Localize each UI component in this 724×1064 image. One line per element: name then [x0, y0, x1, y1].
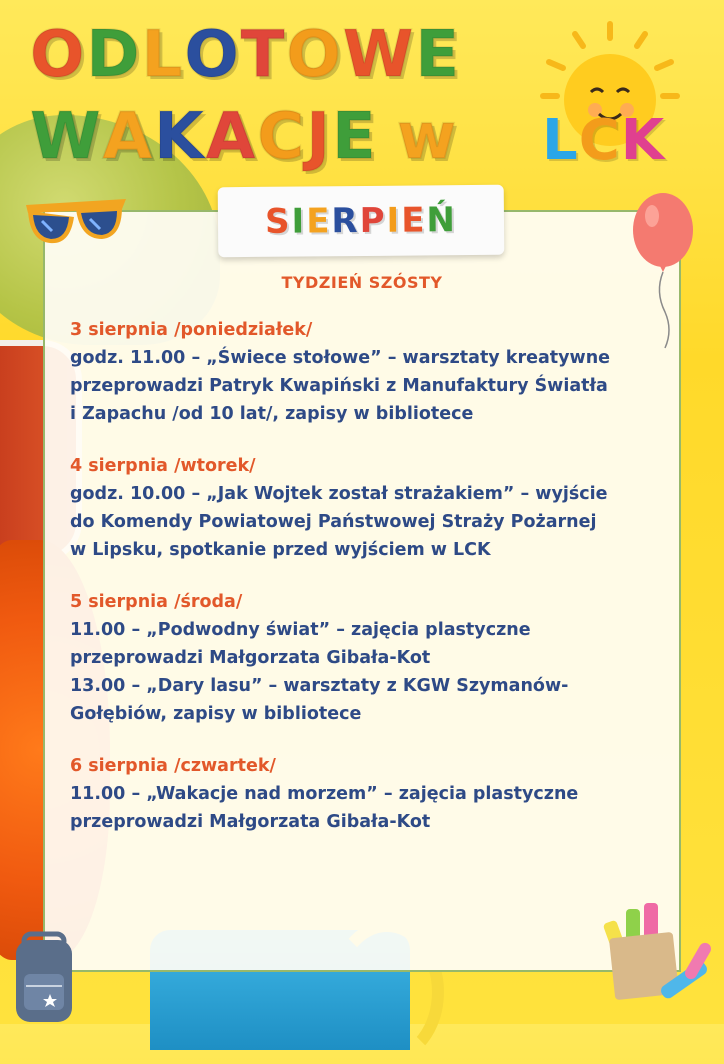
title-letter: W — [30, 100, 103, 174]
title-letter: W — [342, 18, 416, 92]
month-banner — [218, 185, 505, 257]
event-text: 13.00 – „Dary lasu” – warsztaty z KGW Szymanów- — [70, 676, 569, 696]
title-letter: L — [542, 108, 579, 173]
title-letter: E — [415, 18, 462, 92]
event-text: w Lipsku, spotkanie przed wyjściem w LCK — [70, 540, 491, 560]
title-letter: D — [86, 18, 142, 92]
day-entry — [70, 316, 660, 428]
day-heading: 3 sierpnia /poniedziałek/ — [70, 320, 313, 340]
title-letter: O — [184, 18, 241, 92]
title-letter: S — [264, 201, 292, 242]
chalk-icon — [598, 895, 718, 1015]
title-letter: E — [306, 201, 332, 242]
title-letter: L — [141, 18, 185, 92]
event-text: przeprowadzi Małgorzata Gibała-Kot — [70, 648, 431, 668]
schedule-list — [70, 316, 660, 860]
title-letter: I — [291, 201, 307, 242]
title-letter: O — [30, 18, 87, 92]
title-letter: R — [331, 201, 360, 242]
week-heading: TYDZIEŃ SZÓSTY — [281, 273, 443, 292]
title-letter: C — [257, 100, 307, 174]
event-text: przeprowadzi Małgorzata Gibała-Kot — [70, 812, 431, 832]
title-letter: A — [102, 100, 155, 174]
title-letter: w — [396, 100, 459, 174]
sunglasses-icon — [22, 195, 130, 255]
title-line-2 — [30, 100, 458, 174]
event-text: Gołębiów, zapisy w bibliotece — [70, 704, 362, 724]
title-line-1 — [30, 18, 461, 92]
title-letter: A — [205, 100, 258, 174]
event-text: 11.00 – „Wakacje nad morzem” – zajęcia plastyczne — [70, 784, 579, 804]
title-letter: J — [306, 100, 333, 174]
title-letter: E — [401, 200, 427, 241]
event-text: przeprowadzi Patryk Kwapiński z Manufaktury Światła — [70, 376, 608, 396]
event-text: i Zapachu /od 10 lat/, zapisy w bibliotece — [70, 404, 474, 424]
title-letter: I — [386, 200, 402, 241]
title-letter: O — [286, 18, 343, 92]
title-letter: Ń — [426, 200, 458, 241]
day-entry — [70, 588, 660, 728]
title-letter: K — [620, 108, 666, 173]
day-heading: 6 sierpnia /czwartek/ — [70, 756, 276, 776]
day-entry — [70, 452, 660, 564]
title-letter: T — [240, 18, 287, 92]
title-letter: P — [359, 200, 387, 242]
day-entry — [70, 752, 660, 836]
day-heading: 5 sierpnia /środa/ — [70, 592, 243, 612]
title-letter: E — [332, 100, 378, 174]
backpack-icon — [2, 930, 82, 1024]
event-text: do Komendy Powiatowej Państwowej Straży Pożarnej — [70, 512, 597, 532]
brand-logo — [542, 108, 665, 173]
title-letter: C — [578, 108, 621, 173]
event-text: godz. 10.00 – „Jak Wojtek został strażakiem” – wyjście — [70, 484, 608, 504]
day-heading: 4 sierpnia /wtorek/ — [70, 456, 256, 476]
event-text: 11.00 – „Podwodny świat” – zajęcia plastyczne — [70, 620, 531, 640]
title-letter: K — [154, 100, 206, 174]
event-text: godz. 11.00 – „Świece stołowe” – warsztaty kreatywne — [70, 348, 611, 368]
